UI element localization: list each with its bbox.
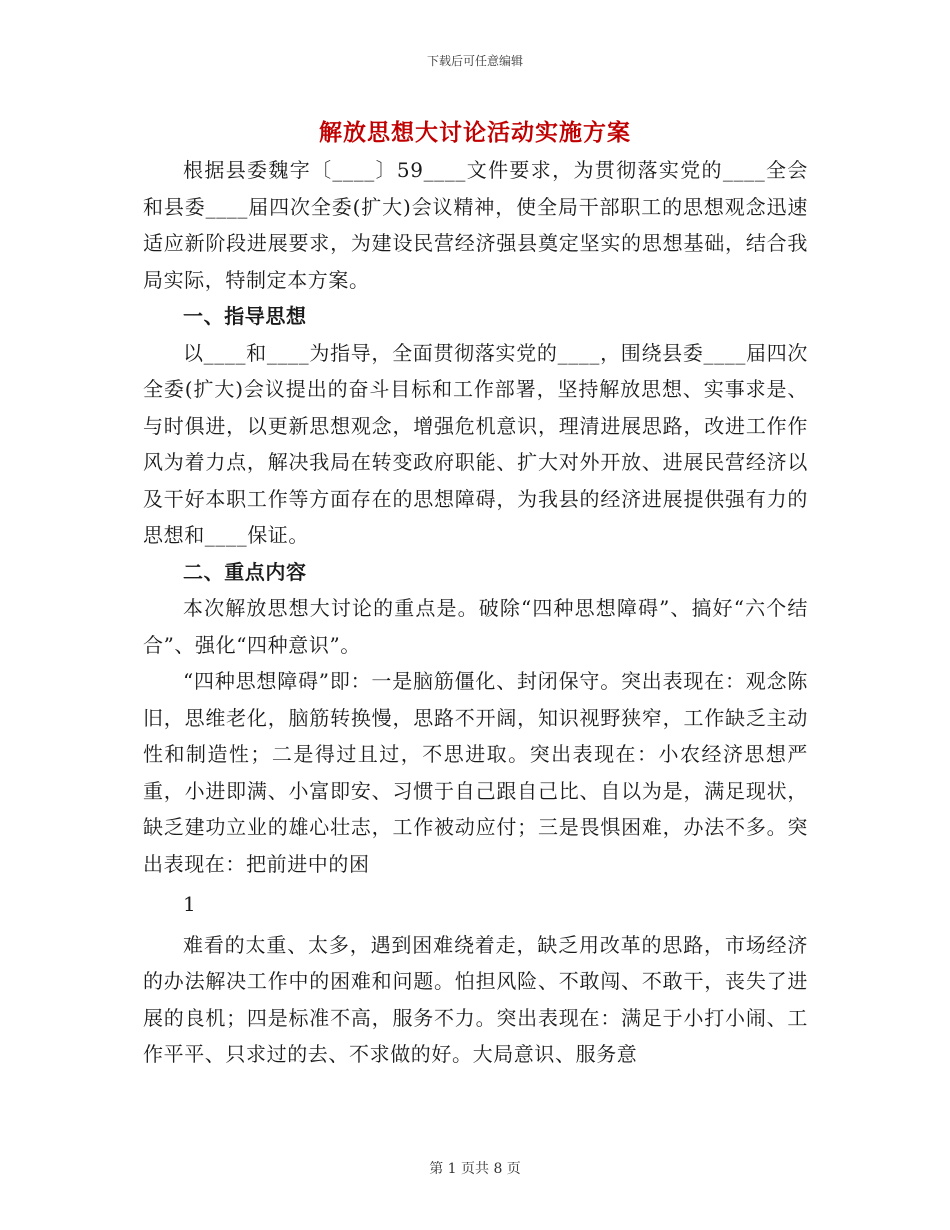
continuation-paragraph: 难看的太重、太多，遇到困难绕着走，缺乏用改革的思路，市场经济的办法解决工作中的困难和问题。怕担风险、不敢闯、不敢干，丧失了进展的良机；四是标准不高，服务不力。突出表现在：满足于小打小闹、工作平平、只求过的去、不求做的好。大局意识、服务意 <box>143 932 808 1066</box>
page-footer: 第 1 页共 8 页 <box>429 1161 521 1177</box>
section-heading-key-content: 二、重点内容 <box>183 559 307 584</box>
key-content-paragraph: 本次解放思想大讨论的重点是。破除“四种思想障碍”、搞好“六个结合”、强化“四种意识”。 <box>143 596 808 657</box>
inline-page-marker: 1 <box>183 892 196 916</box>
document-title: 解放思想大讨论活动实施方案 <box>319 119 631 146</box>
header-note: 下载后可任意编辑 <box>426 54 523 68</box>
four-obstacles-paragraph: “四种思想障碍”即：一是脑筋僵化、封闭保守。突出表现在：观念陈旧，思维老化，脑筋转换慢，思路不开阔，知识视野狭窄，工作缺乏主动性和制造性；二是得过且过，不思进取。突出表现在：小农经济思想严重，小进即满、小富即安、习惯于自己跟自己比、自以为是，满足现状，缺乏建功立业的雄心壮志，工作被动应付；三是畏惧困难，办法不多。突出表现在：把前进中的困 <box>143 669 808 876</box>
intro-paragraph: 根据县委魏字〔____〕59____文件要求，为贯彻落实党的____全会和县委____届四次全委(扩大)会议精神，使全局干部职工的思想观念迅速适应新阶段进展要求，为建设民营经济强县奠定坚实的思想基础，结合我局实际，特制定本方案。 <box>143 158 808 292</box>
document-body <box>143 152 808 1073</box>
section-heading-guiding-thought: 一、指导思想 <box>183 304 307 328</box>
guiding-thought-paragraph: 以____和____为指导，全面贯彻落实党的____，围绕县委____届四次全委(扩大)会议提出的奋斗目标和工作部署，坚持解放思想、实事求是、与时俱进，以更新思想观念，增强危机意识，理清进展思路，改进工作作风为着力点，解决我局在转变政府职能、扩大对外开放、进展民营经济以及干好本职工作等方面存在的思想障碍，为我县的经济进展提供强有力的思想和____保证。 <box>143 340 808 547</box>
